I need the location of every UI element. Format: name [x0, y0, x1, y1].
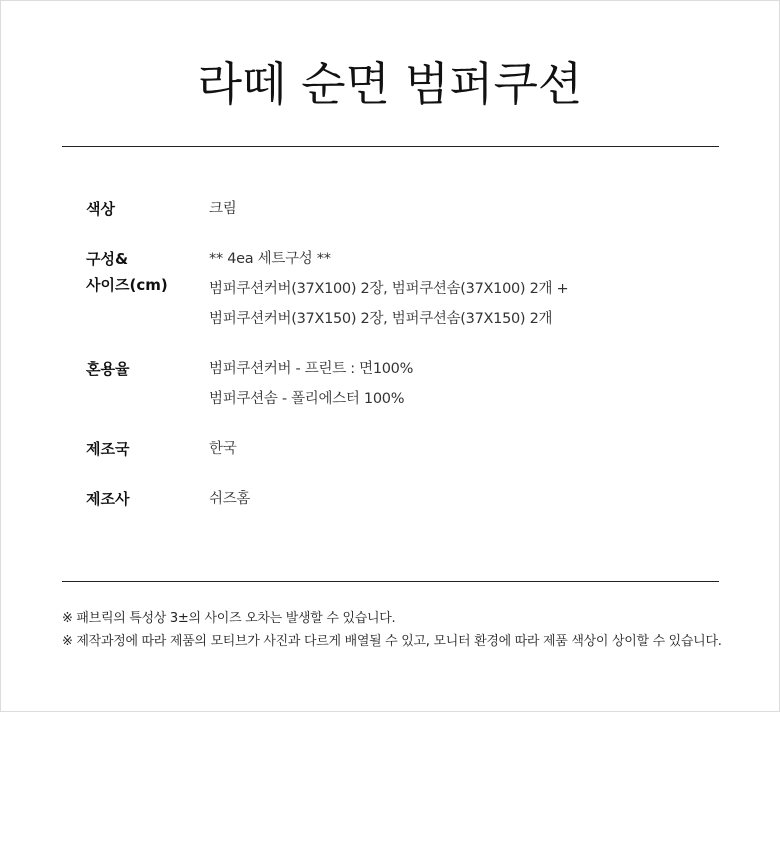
spec-values-material [209, 354, 709, 414]
spec-label-manufacturer: 제조사 [86, 490, 130, 508]
material-line: 범퍼쿠션커버 - 프린트 : 면100% [209, 361, 414, 377]
notice-item: ※ 제작과정에 따라 제품의 모티브가 사진과 다르게 배열될 수 있고, 모니터 환경에 따라 제품 색상이 상이할 수 있습니다. [62, 634, 722, 649]
composition-line: ** 4ea 세트구성 ** [209, 251, 331, 267]
material-line: 범퍼쿠션솜 - 폴리에스터 100% [209, 391, 405, 407]
spec-label-color: 색상 [86, 200, 115, 218]
spec-label-composition [86, 246, 196, 298]
spec-label-composition-line2: 사이즈(cm) [86, 276, 168, 294]
notice-list [62, 607, 762, 653]
composition-line: 범퍼쿠션커버(37X150) 2장, 범퍼쿠션솜(37X150) 2개 [209, 311, 553, 327]
spec-values-color [209, 196, 709, 222]
product-title: 라떼 순면 범퍼쿠션 [197, 57, 583, 111]
spec-value-color: 크림 [209, 201, 237, 217]
spec-label-origin: 제조국 [86, 440, 130, 458]
top-divider [62, 146, 719, 147]
spec-values-origin [209, 436, 709, 462]
spec-value-origin: 한국 [209, 441, 237, 457]
spec-label-material: 혼용율 [86, 360, 130, 378]
spec-value-manufacturer: 쉬즈홈 [209, 491, 251, 507]
bottom-divider [62, 581, 719, 582]
spec-values-composition [209, 244, 709, 334]
notice-item: ※ 패브릭의 특성상 3±의 사이즈 오차는 발생할 수 있습니다. [62, 611, 396, 626]
spec-label-composition-line1: 구성& [86, 250, 129, 268]
composition-line: 범퍼쿠션커버(37X100) 2장, 범퍼쿠션솜(37X100) 2개 + [209, 281, 569, 297]
spec-values-manufacturer [209, 486, 709, 512]
